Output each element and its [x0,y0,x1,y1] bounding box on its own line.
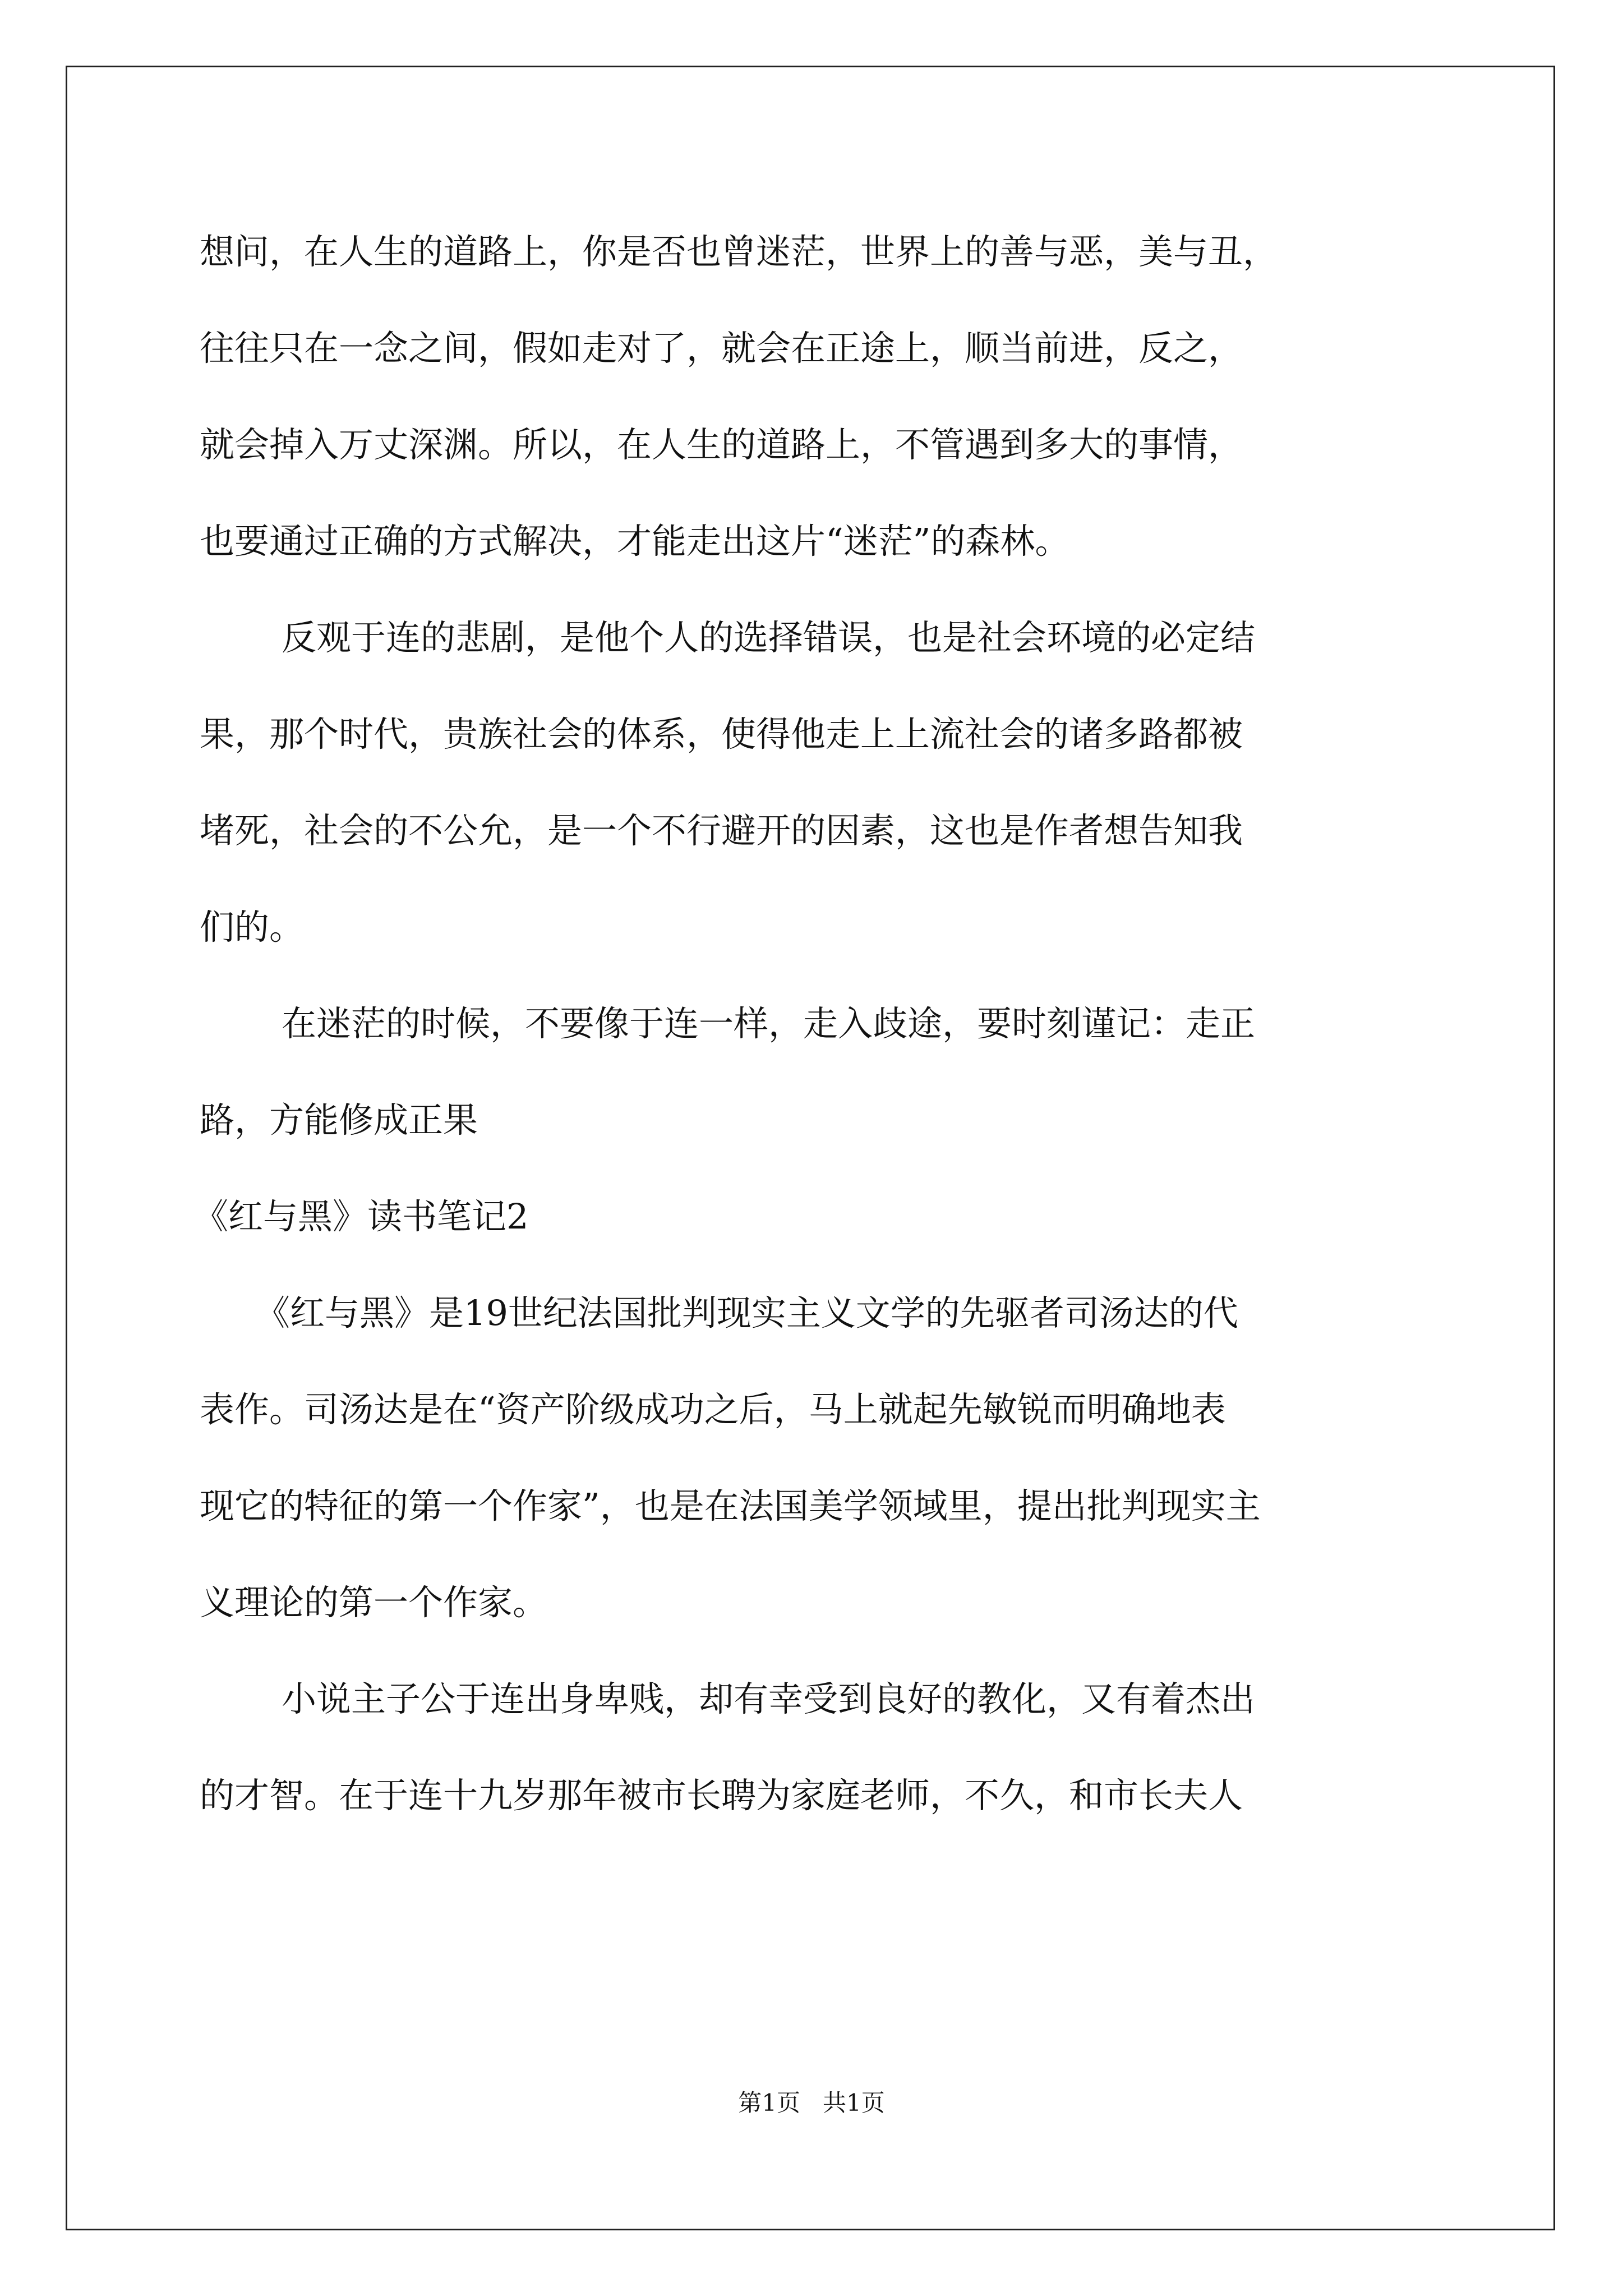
text-line: 果，那个时代，贵族社会的体系，使得他走上上流社会的诸多路都被 [200,714,1243,754]
text-line: 也要通过正确的方式解决，才能走出这片“迷茫”的森林。 [200,521,1070,562]
text-line: 现它的特征的第一个作家”，也是在法国美学领域里，提出批判现实主 [200,1485,1261,1526]
text-line: 义理论的第一个作家。 [200,1582,548,1623]
text-line: 就会掉入万丈深渊。所以，在人生的道路上，不管遇到多大的事情， [200,424,1243,465]
text-line: 们的。 [200,907,305,947]
text-line: 《红与黑》是19世纪法国批判现实主义文学的先驱者司汤达的代 [255,1292,1238,1333]
section-heading: 《红与黑》读书笔记2 [193,1196,529,1237]
text-line: 反观于连的悲剧，是他个人的选择错误，也是社会环境的必定结 [282,617,1256,658]
text-line: 的才智。在于连十九岁那年被市长聘为家庭老师，不久，和市长夫人 [200,1775,1243,1816]
text-line: 往往只在一念之间，假如走对了，就会在正途上，顺当前进，反之， [200,328,1243,369]
text-line: 路，方能修成正果 [200,1099,478,1140]
text-line: 想问，在人生的道路上，你是否也曾迷茫，世界上的善与恶，美与丑， [200,231,1278,272]
text-line: 在迷茫的时候，不要像于连一样，走入歧途，要时刻谨记：走正 [282,1003,1256,1044]
page-border [66,66,1555,2230]
text-line: 小说主子公于连出身卑贱，却有幸受到良好的教化，又有着杰出 [282,1678,1256,1719]
page-number: 第1页 共1页 [738,2089,885,2116]
text-line: 堵死，社会的不公允，是一个不行避开的因素，这也是作者想告知我 [200,810,1243,851]
text-line: 表作。司汤达是在“资产阶级成功之后，马上就起先敏锐而明确地表 [200,1389,1226,1430]
